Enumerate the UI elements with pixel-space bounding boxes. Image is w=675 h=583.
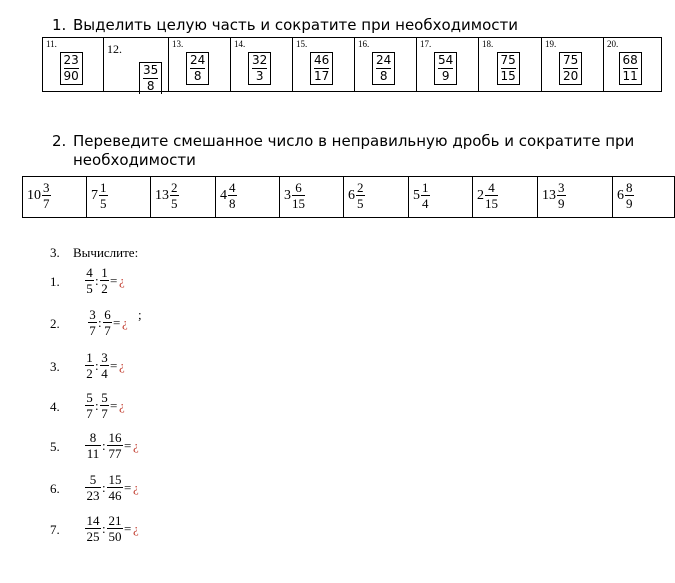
fraction-box — [497, 52, 520, 85]
numerator: 1 — [101, 265, 108, 280]
task1-cell — [417, 38, 479, 91]
cell-number: 17. — [420, 39, 432, 49]
task2-cell — [473, 177, 538, 217]
denominator: 77 — [108, 446, 122, 461]
denominator: 2 — [86, 366, 93, 381]
colon-sign: : — [98, 315, 102, 330]
denominator: 9 — [558, 196, 565, 211]
fraction-box — [434, 52, 457, 85]
numerator: 75 — [563, 53, 579, 67]
task1-table — [42, 37, 662, 92]
exercise-number: 3. — [50, 359, 60, 374]
task2-heading-line2: необходимости — [73, 151, 196, 169]
fraction — [228, 180, 237, 211]
exercise-row — [50, 390, 250, 424]
numerator: 6 — [292, 180, 305, 196]
fraction-box — [372, 52, 395, 85]
denominator: 50 — [108, 529, 122, 544]
colon-sign: : — [95, 398, 99, 413]
numerator: 3 — [89, 307, 96, 322]
denominator: 8 — [146, 79, 155, 93]
task3-number: 3. — [50, 245, 60, 260]
denominator: 5 — [100, 196, 107, 211]
numerator: 6 — [104, 307, 111, 322]
colon-sign: : — [95, 358, 99, 373]
denominator: 15 — [292, 196, 305, 211]
unknown-mark: ¿ — [133, 438, 139, 453]
equals-sign: = — [124, 480, 132, 495]
denominator: 46 — [108, 488, 122, 503]
task1-heading: Выделить целую часть и сократите при необходимости — [73, 16, 519, 34]
cell-number: 13. — [172, 39, 184, 49]
denominator: 8 — [229, 196, 236, 211]
task2-cell — [151, 177, 216, 217]
numerator: 2 — [357, 180, 364, 195]
numerator: 23 — [63, 53, 79, 67]
numerator: 8 — [85, 430, 101, 446]
task1-cell — [604, 38, 661, 91]
equals-sign: = — [124, 438, 132, 453]
task1-cell — [104, 38, 169, 91]
task1-cell — [169, 38, 231, 91]
fraction-b — [100, 350, 109, 381]
task1-cell — [231, 38, 293, 91]
numerator: 5 — [86, 390, 93, 405]
equals-sign: = — [110, 358, 118, 373]
task1-cell — [479, 38, 542, 91]
cell-number: 16. — [358, 39, 370, 49]
whole-part: 6 — [348, 188, 355, 203]
whole-part: 4 — [220, 188, 227, 203]
denominator: 15 — [500, 69, 516, 83]
fraction-a — [85, 350, 94, 381]
fraction-box — [186, 52, 209, 85]
denominator: 11 — [86, 446, 100, 461]
denominator: 9 — [441, 69, 450, 83]
denominator: 90 — [63, 69, 79, 83]
unknown-mark: ¿ — [133, 480, 139, 495]
denominator: 5 — [357, 196, 364, 211]
denominator: 7 — [89, 323, 96, 338]
numerator: 3 — [101, 350, 108, 365]
exercise-number: 2. — [50, 316, 60, 331]
semicolon: ; — [138, 307, 142, 322]
task2-cell — [613, 177, 675, 217]
fraction-b — [107, 472, 123, 503]
unknown-mark: ¿ — [122, 315, 128, 330]
unknown-mark: ¿ — [119, 398, 125, 413]
task2-cell — [87, 177, 151, 217]
fraction-box — [139, 62, 162, 94]
numerator: 24 — [376, 53, 392, 67]
exercise-number: 6. — [50, 481, 60, 496]
whole-part: 6 — [617, 188, 624, 203]
denominator: 11 — [622, 69, 638, 83]
colon-sign: : — [102, 521, 106, 536]
numerator: 68 — [622, 53, 638, 67]
fraction-a — [85, 390, 94, 421]
denominator: 23 — [86, 488, 100, 503]
fraction-box — [619, 52, 642, 85]
fraction-b — [100, 390, 109, 421]
equals-sign: = — [110, 273, 118, 288]
fraction — [292, 180, 305, 211]
fraction — [170, 180, 179, 211]
fraction — [625, 180, 634, 211]
fraction-box — [248, 52, 271, 85]
fraction — [557, 180, 566, 211]
equals-sign: = — [124, 521, 132, 536]
task2-table — [22, 176, 675, 218]
whole-part: 3 — [284, 188, 291, 203]
numerator: 2 — [171, 180, 178, 195]
equals-sign: = — [110, 398, 118, 413]
unknown-mark: ¿ — [133, 521, 139, 536]
denominator: 8 — [193, 69, 202, 83]
numerator: 4 — [86, 265, 93, 280]
numerator: 3 — [43, 180, 50, 195]
denominator: 5 — [86, 281, 93, 296]
colon-sign: : — [102, 438, 106, 453]
exercise-row — [50, 513, 250, 547]
fraction-box — [559, 52, 582, 85]
numerator: 46 — [314, 53, 330, 67]
numerator: 32 — [252, 53, 268, 67]
fraction-a — [85, 265, 94, 296]
numerator: 1 — [422, 180, 429, 195]
task1-cell — [43, 38, 104, 91]
denominator: 3 — [255, 69, 264, 83]
denominator: 17 — [314, 69, 330, 83]
task2-heading-line1: Переведите смешанное число в неправильную дробь и сократите при — [73, 132, 635, 150]
denominator: 7 — [86, 406, 93, 421]
task1-cell — [293, 38, 355, 91]
exercise-number: 7. — [50, 522, 60, 537]
fraction-b — [103, 307, 112, 338]
numerator: 15 — [108, 472, 122, 487]
task2-number: 2. — [52, 132, 67, 150]
denominator: 2 — [101, 281, 108, 296]
exercise-number: 1. — [50, 274, 60, 289]
whole-part: 13 — [155, 188, 169, 203]
fraction — [42, 180, 51, 211]
cell-number: 14. — [234, 39, 246, 49]
task1-cell — [542, 38, 604, 91]
numerator: 21 — [108, 513, 122, 528]
cell-number: 15. — [296, 39, 308, 49]
exercise-row — [50, 430, 250, 464]
cell-number: 20. — [607, 39, 619, 49]
task2-cell — [280, 177, 344, 217]
numerator: 5 — [85, 472, 101, 488]
fraction-a — [85, 472, 101, 503]
unknown-mark: ¿ — [119, 358, 125, 373]
whole-part: 13 — [542, 188, 556, 203]
fraction — [356, 180, 365, 211]
numerator: 24 — [190, 53, 206, 67]
denominator: 15 — [485, 196, 498, 211]
denominator: 7 — [104, 323, 111, 338]
fraction-a — [85, 430, 101, 461]
task1-number: 1. — [52, 16, 67, 34]
cell-number: 12. — [107, 42, 122, 56]
denominator: 5 — [171, 196, 178, 211]
whole-part: 10 — [27, 188, 41, 203]
numerator: 16 — [108, 430, 122, 445]
unknown-mark: ¿ — [119, 273, 125, 288]
fraction-b — [107, 430, 123, 461]
denominator: 25 — [86, 529, 100, 544]
numerator: 4 — [229, 180, 236, 195]
colon-sign: : — [102, 480, 106, 495]
numerator: 1 — [100, 180, 107, 195]
task2-cell — [344, 177, 409, 217]
equals-sign: = — [113, 315, 121, 330]
exercise-row — [50, 307, 250, 341]
colon-sign: : — [95, 273, 99, 288]
exercise-number: 4. — [50, 399, 60, 414]
fraction — [421, 180, 430, 211]
task2-cell — [538, 177, 613, 217]
cell-number: 19. — [545, 39, 557, 49]
exercise-row — [50, 350, 250, 384]
fraction-box — [60, 52, 83, 85]
exercise-number: 5. — [50, 439, 60, 454]
task2-cell — [409, 177, 473, 217]
cell-number: 18. — [482, 39, 494, 49]
task1-cell — [355, 38, 417, 91]
exercise-row — [50, 472, 250, 506]
fraction-box — [310, 52, 333, 85]
numerator: 4 — [485, 180, 498, 196]
denominator: 4 — [101, 366, 108, 381]
numerator: 54 — [438, 53, 454, 67]
numerator: 35 — [143, 63, 159, 77]
denominator: 7 — [43, 196, 50, 211]
denominator: 9 — [626, 196, 633, 211]
denominator: 4 — [422, 196, 429, 211]
numerator: 5 — [101, 390, 108, 405]
numerator: 8 — [626, 180, 633, 195]
numerator: 14 — [86, 513, 100, 528]
task3-heading: Вычислите: — [73, 245, 139, 260]
exercise-row — [50, 265, 250, 299]
fraction-b — [100, 265, 109, 296]
whole-part: 7 — [91, 188, 98, 203]
fraction — [485, 180, 498, 211]
numerator: 75 — [500, 53, 516, 67]
task2-cell — [216, 177, 280, 217]
fraction-a — [88, 307, 97, 338]
fraction-a — [85, 513, 101, 544]
numerator: 1 — [86, 350, 93, 365]
fraction-b — [107, 513, 123, 544]
cell-number: 11. — [46, 39, 57, 49]
whole-part: 5 — [413, 188, 420, 203]
fraction — [99, 180, 108, 211]
whole-part: 2 — [477, 188, 484, 203]
denominator: 7 — [101, 406, 108, 421]
numerator: 3 — [558, 180, 565, 195]
task2-cell — [23, 177, 87, 217]
denominator: 20 — [563, 69, 579, 83]
denominator: 8 — [379, 69, 388, 83]
